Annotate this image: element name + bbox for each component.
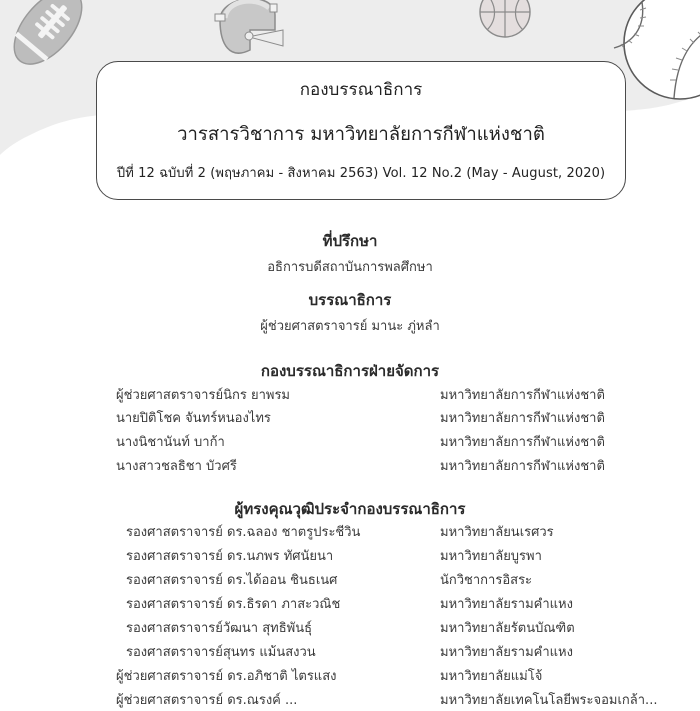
member-org: มหาวิทยาลัยการกีฬาแห่งชาติ — [440, 435, 605, 450]
member-name: ผู้ช่วยศาสตราจารย์ ดร.อภิชาติ ไตรแสง — [116, 669, 337, 684]
management-row — [0, 431, 700, 453]
expert-row — [0, 545, 700, 567]
expert-row — [0, 569, 700, 591]
member-org: มหาวิทยาลัยนเรศวร — [440, 525, 554, 540]
experts-heading: ผู้ทรงคุณวุฒิประจำกองบรรณาธิการ — [234, 500, 466, 518]
expert-row — [0, 689, 700, 711]
member-org: นักวิชาการอิสระ — [440, 573, 533, 588]
member-org: มหาวิทยาลัยรัตนบัณฑิต — [440, 621, 575, 636]
management-heading: กองบรรณาธิการฝ่ายจัดการ — [260, 362, 440, 380]
member-org: มหาวิทยาลัยแม่โจ้ — [440, 669, 543, 684]
member-name: รองศาสตราจารย์วัฒนา สุทธิพันธุ์ — [126, 621, 313, 636]
journal-title-box — [96, 61, 626, 200]
member-org: มหาวิทยาลัยรามคำแหง — [440, 645, 573, 660]
member-name: รองศาสตราจารย์สุนทร แม้นสงวน — [126, 645, 316, 660]
member-name: รองศาสตราจารย์ ดร.นภพร ทัศนัยนา — [126, 549, 334, 564]
expert-row — [0, 521, 700, 543]
advisor-heading: ที่ปรึกษา — [322, 232, 378, 250]
expert-row — [0, 617, 700, 639]
expert-row — [0, 665, 700, 687]
member-org: มหาวิทยาลัยการกีฬาแห่งชาติ — [440, 388, 605, 403]
member-name: นางสาวชลธิชา บัวศรี — [116, 459, 237, 474]
member-name: นางนิชานันท์ บาก้า — [116, 435, 225, 450]
member-org: มหาวิทยาลัยเทคโนโลยีพระจอมเกล้า... — [440, 693, 658, 708]
member-name: ผู้ช่วยศาสตราจารย์นิกร ยาพรม — [116, 388, 290, 403]
expert-row — [0, 593, 700, 615]
editor-name: ผู้ช่วยศาสตราจารย์ มานะ ภู่หลำ — [260, 319, 440, 334]
member-name: ผู้ช่วยศาสตราจารย์ ดร.ณรงค์ ... — [116, 693, 298, 708]
expert-row — [0, 641, 700, 663]
member-name: รองศาสตราจารย์ ดร.ฉลอง ชาตรูประชีวิน — [126, 525, 361, 540]
management-row — [0, 455, 700, 477]
member-org: มหาวิทยาลัยรามคำแหง — [440, 597, 573, 612]
member-org: มหาวิทยาลัยบูรพา — [440, 549, 542, 564]
member-name: รองศาสตราจารย์ ดร.ได้ออน ชินธเนศ — [126, 573, 338, 588]
editor-heading: บรรณาธิการ — [308, 291, 392, 309]
football-icon — [8, 0, 88, 72]
management-row — [0, 384, 700, 406]
member-org: มหาวิทยาลัยการกีฬาแห่งชาติ — [440, 459, 605, 474]
issue-info: ปีที่ 12 ฉบับที่ 2 (พฤษภาคม - สิงหาคม 2563) Vol. 12 No.2 (May - August, 2020) — [116, 166, 606, 181]
helmet-icon — [205, 0, 295, 62]
editorial-board-title: กองบรรณาธิการ — [299, 80, 423, 100]
member-name: รองศาสตราจารย์ ดร.ธิรดา ภาสะวณิช — [126, 597, 341, 612]
member-org: มหาวิทยาลัยการกีฬาแห่งชาติ — [440, 411, 605, 426]
journal-name: วารสารวิชาการ มหาวิทยาลัยการกีฬาแห่งชาติ — [177, 124, 545, 145]
advisor-name: อธิการบดีสถาบันการพลศึกษา — [267, 260, 433, 275]
member-name: นายปิติโชค จันทร์หนองไทร — [116, 411, 271, 426]
basketball-icon — [477, 0, 533, 40]
management-row — [0, 407, 700, 429]
